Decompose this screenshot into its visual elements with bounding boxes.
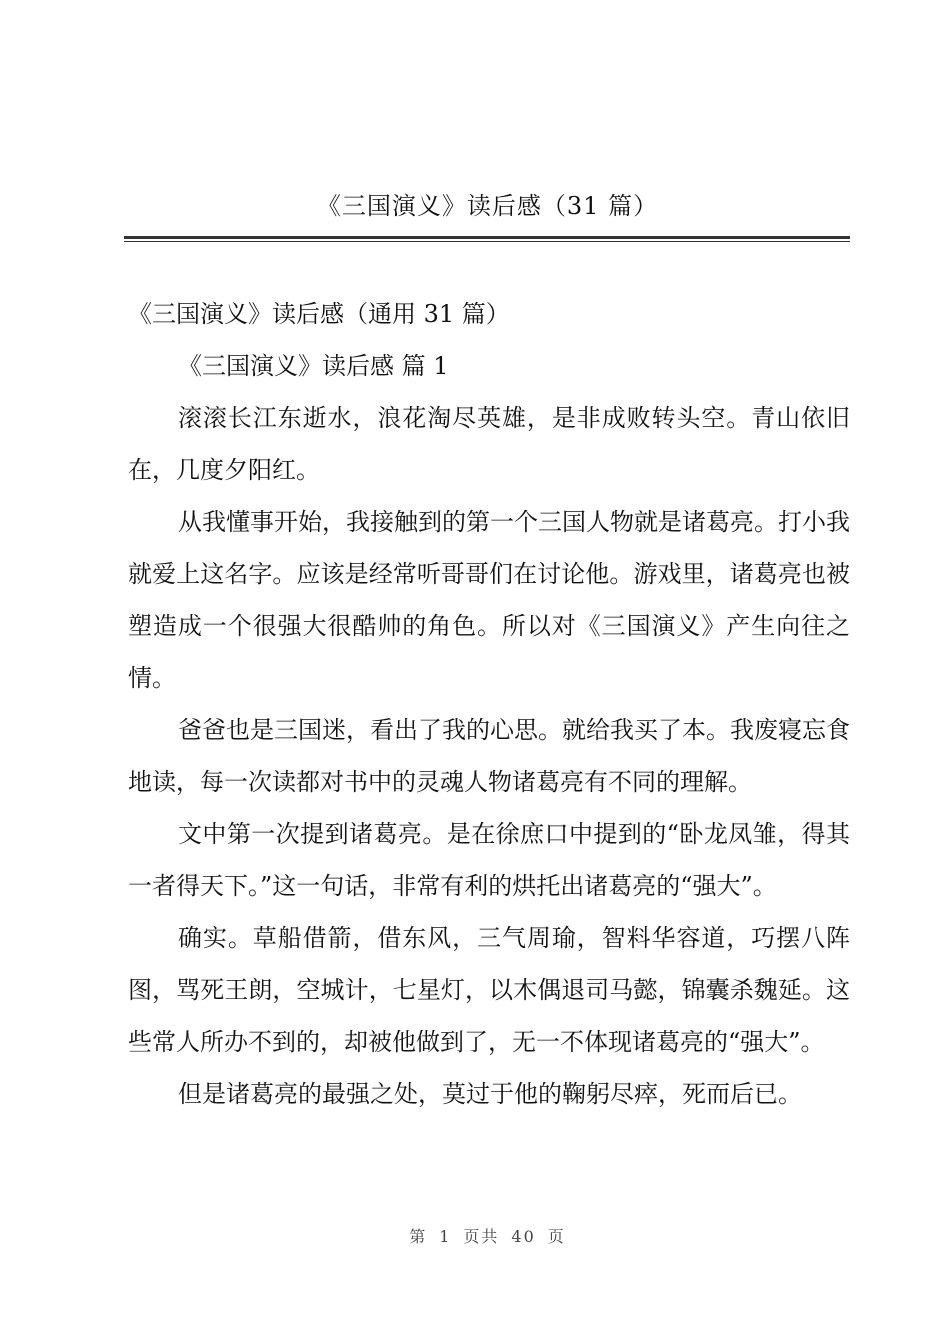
document-body — [128, 288, 850, 1120]
footer-page-number: 1 — [439, 1227, 452, 1246]
section-heading: 《三国演义》读后感 篇 1 — [178, 352, 449, 380]
paragraph-5: 确实。草船借箭，借东风，三气周瑜，智料华容道，巧摆八阵图，骂死王朗，空城计，七星灯，以木偶退司马懿，锦囊杀魏延。这些常人所办不到的，却被他做到了，无一不体现诸葛亮的“强大”。 — [128, 924, 850, 1056]
footer-suffix: 页 — [547, 1227, 566, 1246]
paragraph-3: 爸爸也是三国迷，看出了我的心思。就给我买了本。我废寝忘食地读，每一次读都对书中的灵魂人物诸葛亮有不同的理解。 — [128, 716, 850, 796]
paragraph-4: 文中第一次提到诸葛亮。是在徐庶口中提到的“卧龙凤雏，得其一者得天下。”这一句话，非常有利的烘托出诸葛亮的“强大”。 — [128, 820, 850, 900]
page-footer — [0, 1224, 950, 1247]
paragraph-2: 从我懂事开始，我接触到的第一个三国人物就是诸葛亮。打小我就爱上这名字。应该是经常听哥哥们在讨论他。游戏里，诸葛亮也被塑造成一个很强大很酷帅的角色。所以对《三国演义》产生向往之情。 — [128, 508, 850, 692]
paragraph-1: 滚滚长江东逝水，浪花淘尽英雄，是非成败转头空。青山依旧在，几度夕阳红。 — [128, 404, 850, 484]
header-rule-thick — [124, 236, 850, 239]
paragraph-6: 但是诸葛亮的最强之处，莫过于他的鞠躬尽瘁，死而后已。 — [178, 1080, 802, 1108]
footer-page-total: 40 — [511, 1227, 536, 1246]
footer-prefix: 第 — [409, 1227, 428, 1246]
page-header-title: 《三国演义》读后感（31 篇） — [316, 192, 659, 220]
header-rule-thin — [124, 241, 850, 242]
document-title: 《三国演义》读后感（通用 31 篇） — [128, 300, 510, 328]
footer-middle: 页共 — [463, 1227, 500, 1246]
